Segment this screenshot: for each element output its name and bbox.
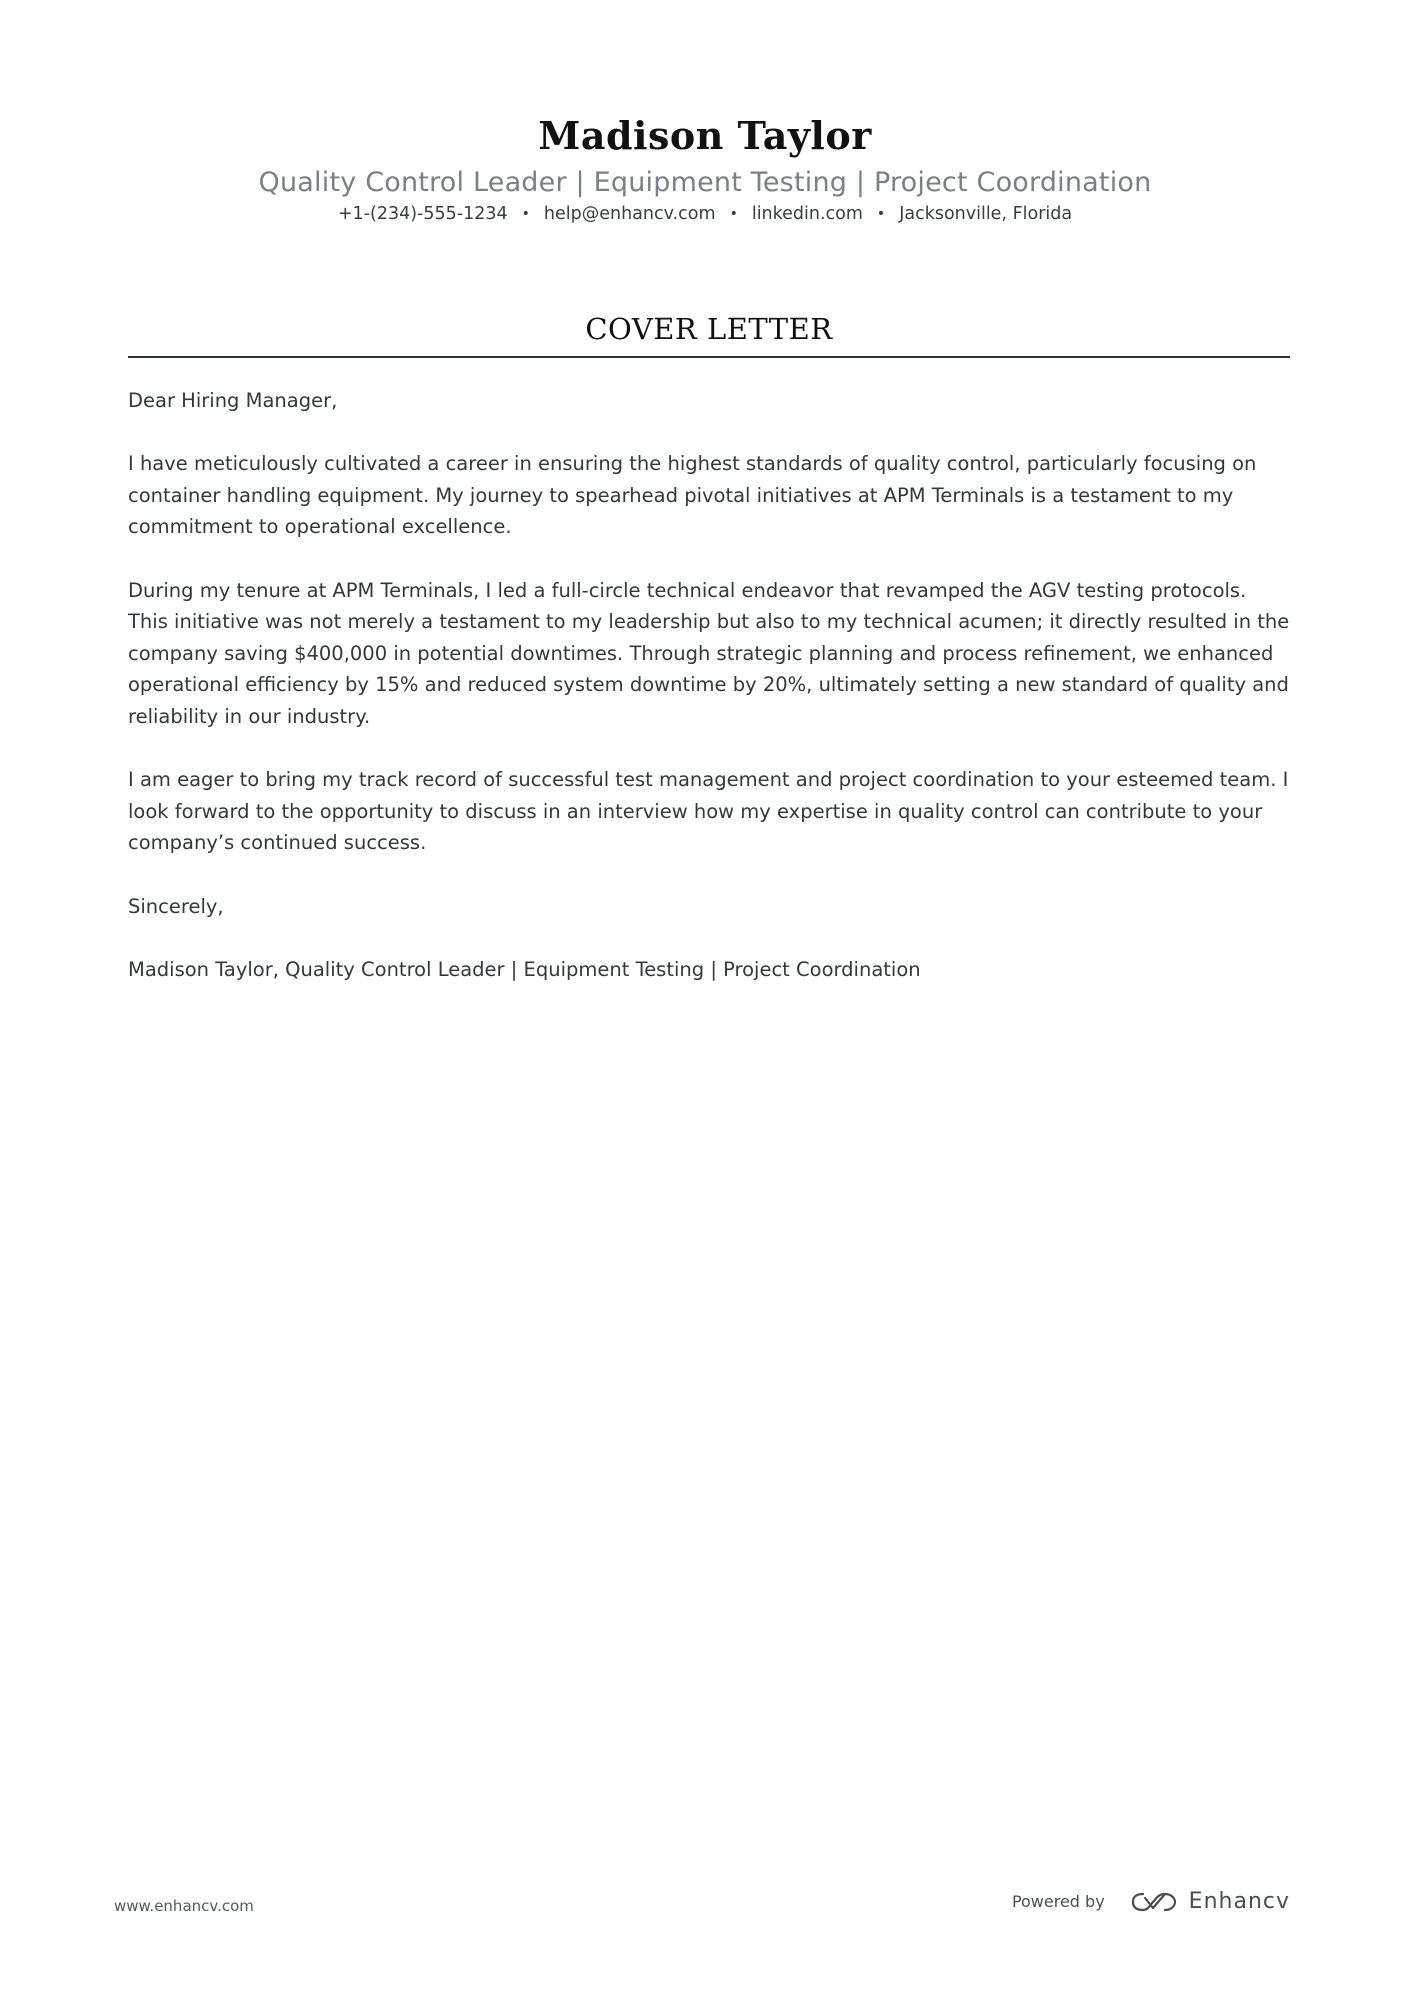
letter-paragraph: I am eager to bring my track record of successful test management and project coordination to your esteemed team. I look forward to the opportunity to discuss in an interview how my expertise in quality control can contribute to your company’s continued success. bbox=[128, 768, 1289, 855]
contact-linkedin[interactable]: linkedin.com bbox=[751, 204, 863, 224]
bullet-separator-icon: • bbox=[521, 206, 530, 222]
candidate-tagline: Quality Control Leader | Equipment Testing | Project Coordination bbox=[258, 167, 1152, 198]
letter-greeting: Dear Hiring Manager, bbox=[128, 389, 338, 412]
footer-website-link[interactable]: www.enhancv.com bbox=[114, 1897, 254, 1915]
letter-paragraph: I have meticulously cultivated a career in ensuring the highest standards of quality control, particularly focusing on container handling equipment. My journey to spearhead pivotal initiatives at APM Terminals is a testament to my commitment to operational excellence. bbox=[128, 452, 1257, 539]
letter-closing: Sincerely, bbox=[128, 894, 224, 918]
brand-name: Enhancv bbox=[1188, 1889, 1290, 1914]
powered-by-label: Powered by bbox=[1011, 1892, 1105, 1911]
letter-body bbox=[128, 385, 1290, 1017]
section-title: COVER LETTER bbox=[585, 312, 833, 346]
footer-branding[interactable] bbox=[1012, 1890, 1290, 1914]
resume-header bbox=[0, 112, 1410, 227]
bullet-separator-icon: • bbox=[876, 206, 886, 222]
contact-phone: +1-(234)-555-1234 bbox=[337, 204, 508, 224]
letter-paragraph: During my tenure at APM Terminals, I led a full-circle technical endeavor that revamped the AGV testing protocols. This initiative was not merely a testament to my leadership but also to my technical acumen; it directly resulted in the company saving $400,000 in potential downtimes. Through strategic planning and process refinement, we enhanced operational efficiency by 15% and reduced system downtime by 20%, ultimately setting a new standard of quality and reliability in our industry. bbox=[128, 578, 1290, 728]
enhancv-logo-icon bbox=[1131, 1890, 1177, 1914]
section-divider bbox=[128, 356, 1290, 358]
bullet-separator-icon: • bbox=[729, 206, 738, 222]
candidate-name: Madison Taylor bbox=[538, 113, 872, 158]
contact-email[interactable]: help@enhancv.com bbox=[543, 204, 716, 224]
contact-location: Jacksonville, Florida bbox=[899, 204, 1073, 224]
contact-line bbox=[0, 202, 1410, 227]
letter-signature: Madison Taylor, Quality Control Leader | Equipment Testing | Project Coordination bbox=[128, 957, 921, 981]
